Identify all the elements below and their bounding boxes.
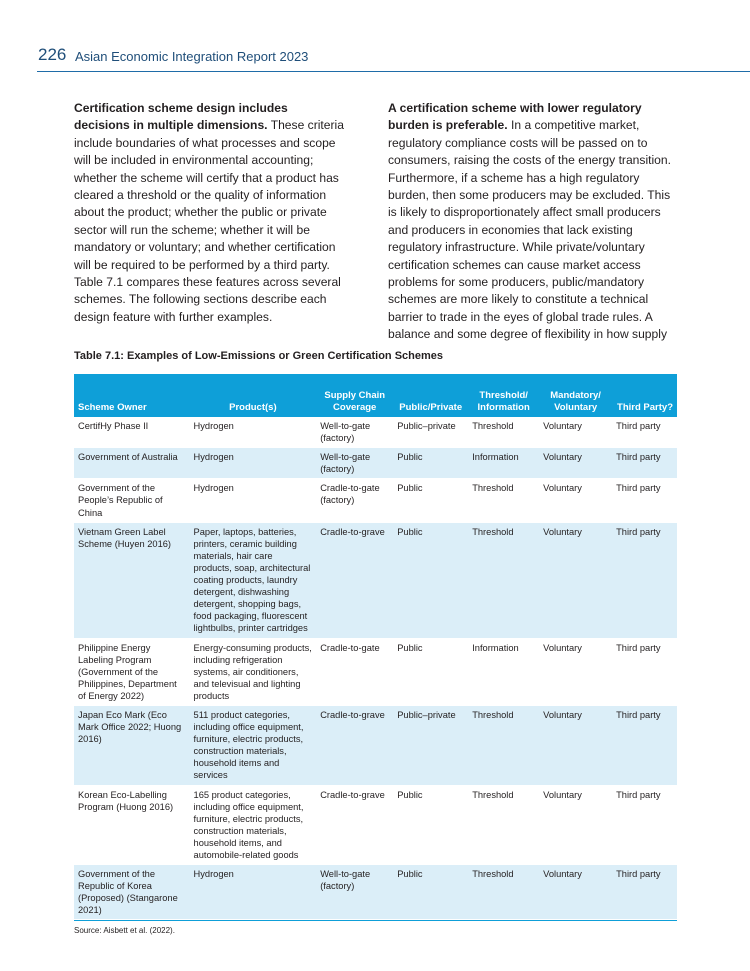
table-row — [74, 638, 677, 705]
cell-mandatory: Voluntary — [539, 785, 612, 865]
cell-supply: Cradle-to-gate (factory) — [316, 479, 393, 522]
table-row — [74, 417, 677, 448]
cell-third: Third party — [612, 448, 677, 479]
cell-public: Public — [393, 448, 468, 479]
cell-product: Hydrogen — [190, 448, 317, 479]
cell-supply: Cradle-to-grave — [316, 705, 393, 785]
paragraph-text: These criteria include boundaries of what processes and scope will be included in environmental accounting; whether the scheme will certify that a product has cleared a threshold or the quality of information about the product; whether the public or private sector will run the scheme; whether it will be mandatory or voluntary; and whether certification will be required to be performed by a third party. Table 7.1 compares these features across several schemes. The following sections describe each design feature with further examples. — [74, 118, 344, 324]
cell-public: Public — [393, 479, 468, 522]
cell-third: Third party — [612, 865, 677, 920]
table-row — [74, 865, 677, 920]
header-products: Product(s) — [190, 374, 317, 417]
cell-threshold: Threshold — [468, 705, 539, 785]
cell-public: Public–private — [393, 417, 468, 448]
paragraph-lead: Certification scheme design includes decisions in multiple dimensions. — [74, 101, 288, 133]
cell-product: Hydrogen — [190, 865, 317, 920]
cell-threshold: Threshold — [468, 417, 539, 448]
table-bottom-rule — [74, 920, 677, 921]
header-third-party: Third Party? — [612, 374, 677, 417]
cell-threshold: Information — [468, 448, 539, 479]
cell-product: Paper, laptops, batteries, printers, ceramic building materials, hair care products, soap, architectural coating products, laundry detergent, dishwashing detergent, shopping bags, food packaging, fluorescent lightbulbs, printer cartridges — [190, 522, 317, 638]
cell-public: Public — [393, 785, 468, 865]
cell-supply: Well-to-gate (factory) — [316, 448, 393, 479]
cell-supply: Cradle-to-grave — [316, 785, 393, 865]
cell-public: Public — [393, 865, 468, 920]
report-title: Asian Economic Integration Report 2023 — [75, 49, 309, 64]
cell-third: Third party — [612, 479, 677, 522]
cell-supply: Cradle-to-grave — [316, 522, 393, 638]
body-column-right — [388, 100, 678, 344]
cell-product: Hydrogen — [190, 417, 317, 448]
cell-owner: Government of the People’s Republic of China — [74, 479, 190, 522]
table-row — [74, 522, 677, 638]
cell-owner: CertifHy Phase II — [74, 417, 190, 448]
table-row — [74, 705, 677, 785]
table-row — [74, 448, 677, 479]
cell-threshold: Threshold — [468, 785, 539, 865]
page-number: 226 — [38, 45, 67, 64]
certification-schemes-table — [74, 374, 677, 920]
table-row — [74, 785, 677, 865]
cell-owner: Japan Eco Mark (Eco Mark Office 2022; Huong 2016) — [74, 705, 190, 785]
header-divider — [37, 71, 750, 72]
cell-owner: Government of the Republic of Korea (Proposed) (Stangarone 2021) — [74, 865, 190, 920]
cell-mandatory: Voluntary — [539, 417, 612, 448]
cell-threshold: Threshold — [468, 865, 539, 920]
header-threshold: Threshold/ Information — [468, 374, 539, 417]
cell-supply: Cradle-to-gate — [316, 638, 393, 705]
cell-product: 165 product categories, including office equipment, furniture, electric products, construction materials, household items, and automobile-related goods — [190, 785, 317, 865]
header-public-private: Public/Private — [393, 374, 468, 417]
paragraph-lead: A certification scheme with lower regulatory burden is preferable. — [388, 101, 642, 133]
table-header-row — [74, 374, 677, 417]
cell-owner: Philippine Energy Labeling Program (Government of the Philippines, Department of Energy 2022) — [74, 638, 190, 705]
cell-third: Third party — [612, 785, 677, 865]
cell-product: Hydrogen — [190, 479, 317, 522]
cell-mandatory: Voluntary — [539, 638, 612, 705]
cell-supply: Well-to-gate (factory) — [316, 865, 393, 920]
cell-product: 511 product categories, including office equipment, furniture, electric products, construction materials, household items and services — [190, 705, 317, 785]
cell-public: Public — [393, 638, 468, 705]
cell-public: Public–private — [393, 705, 468, 785]
cell-threshold: Information — [468, 638, 539, 705]
cell-third: Third party — [612, 638, 677, 705]
page-header — [0, 0, 750, 74]
cell-mandatory: Voluntary — [539, 522, 612, 638]
paragraph-text: In a competitive market, regulatory compliance costs will be passed on to consumers, raising the costs of the energy transition. Furthermore, if a scheme has a high regulatory burden, then some producers may be excluded. This is likely to disproportionately affect small producers and producers in economies that lack existing regulatory infrastructure. While private/voluntary certification schemes can cause market access problems for some producers, public/mandatory schemes are more likely to constitute a technical barrier to trade in the eyes of global trade rules. A balance and some degree of flexibility in how supply — [388, 118, 671, 342]
table-row — [74, 479, 677, 522]
cell-public: Public — [393, 522, 468, 638]
body-column-left — [74, 100, 346, 326]
cell-third: Third party — [612, 417, 677, 448]
cell-third: Third party — [612, 522, 677, 638]
cell-mandatory: Voluntary — [539, 448, 612, 479]
cell-product: Energy-consuming products, including refrigeration systems, air conditioners, and televisual and lighting products — [190, 638, 317, 705]
cell-mandatory: Voluntary — [539, 705, 612, 785]
table-source-note: Source: Aisbett et al. (2022). — [74, 926, 175, 935]
cell-mandatory: Voluntary — [539, 865, 612, 920]
cell-mandatory: Voluntary — [539, 479, 612, 522]
cell-threshold: Threshold — [468, 522, 539, 638]
header-scheme-owner: Scheme Owner — [74, 374, 190, 417]
header-supply-chain: Supply Chain Coverage — [316, 374, 393, 417]
cell-owner: Government of Australia — [74, 448, 190, 479]
cell-third: Third party — [612, 705, 677, 785]
cell-supply: Well-to-gate (factory) — [316, 417, 393, 448]
cell-threshold: Threshold — [468, 479, 539, 522]
header-mandatory: Mandatory/ Voluntary — [539, 374, 612, 417]
cell-owner: Vietnam Green Label Scheme (Huyen 2016) — [74, 522, 190, 638]
table-caption: Table 7.1: Examples of Low-Emissions or Green Certification Schemes — [74, 350, 444, 362]
cell-owner: Korean Eco-Labelling Program (Huong 2016) — [74, 785, 190, 865]
